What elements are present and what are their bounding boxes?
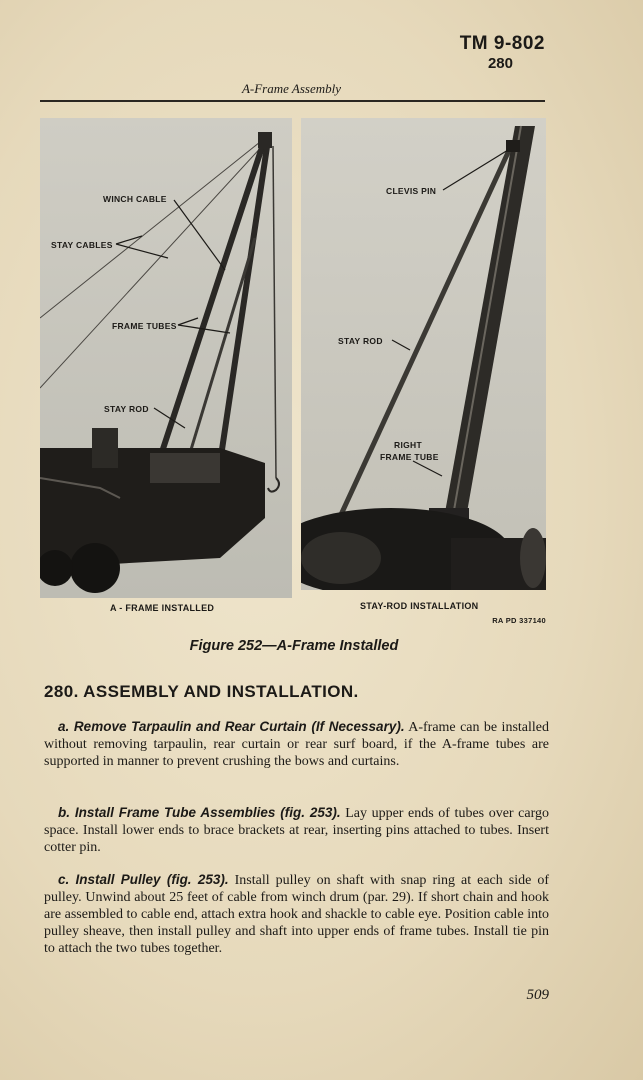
paragraph-a-text: A-frame can be installed without removing tarpaulin, rear curtain or rear surf board, if the A-frame tubes are supported in manner to prevent crushing the bows and curtains. — [44, 720, 549, 769]
paragraph-a-lead: a. Remove Tarpaulin and Rear Curtain (If Necessary). — [58, 719, 405, 734]
callout-stay-cables: STAY CABLES — [51, 240, 113, 250]
callout-stay-rod-left: STAY ROD — [104, 404, 149, 414]
page-number: 509 — [526, 987, 549, 1003]
header-section-number: 280 — [487, 55, 513, 72]
callout-right-frame-tube-line2: FRAME TUBE — [380, 452, 439, 462]
callout-winch-cable: WINCH CABLE — [103, 194, 167, 204]
figure-title: Figure 252—A-Frame Installed — [189, 638, 399, 654]
callout-frame-tubes: FRAME TUBES — [112, 321, 177, 331]
paragraph-c-lead: c. Install Pulley (fig. 253). — [58, 872, 229, 887]
ra-number: RA PD 337140 — [492, 616, 546, 625]
running-head: A-Frame Assembly — [241, 81, 342, 96]
manual-number: TM 9-802 — [459, 33, 545, 54]
a-frame-photo-illustration — [40, 118, 292, 598]
photo-a-frame-installed — [40, 118, 292, 598]
paragraph-b — [44, 804, 549, 856]
caption-stay-rod-installation: STAY-ROD INSTALLATION — [360, 601, 479, 611]
paragraph-c-text: Install pulley on shaft with snap ring at each side of pulley. Unwind about 25 feet of cable from winch drum (par. 29). If short chain and hook are assembled to cable end, attach extra hook and shackle to cable eye. Position cable into pulley sheave, then install pulley and shaft into upper ends of frame tubes. Install tie pin to attach the two tubes together. — [44, 873, 549, 956]
caption-a-frame-installed: A - FRAME INSTALLED — [110, 603, 215, 613]
callout-stay-rod-right: STAY ROD — [338, 336, 383, 346]
paragraph-b-lead: b. Install Frame Tube Assemblies (fig. 253). — [58, 805, 341, 820]
paragraph-a — [44, 718, 549, 770]
callout-clevis-pin: CLEVIS PIN — [386, 186, 437, 196]
callout-right-frame-tube-line1: RIGHT — [394, 440, 422, 450]
section-heading: 280. ASSEMBLY AND INSTALLATION. — [44, 682, 359, 701]
paragraph-b-text: Lay upper ends of tubes over cargo space. Install lower ends to brace brackets at rear, inserting pins attached to tubes. Insert cotter pin. — [44, 806, 550, 855]
paragraph-c — [44, 871, 549, 957]
header-rule — [40, 100, 545, 102]
